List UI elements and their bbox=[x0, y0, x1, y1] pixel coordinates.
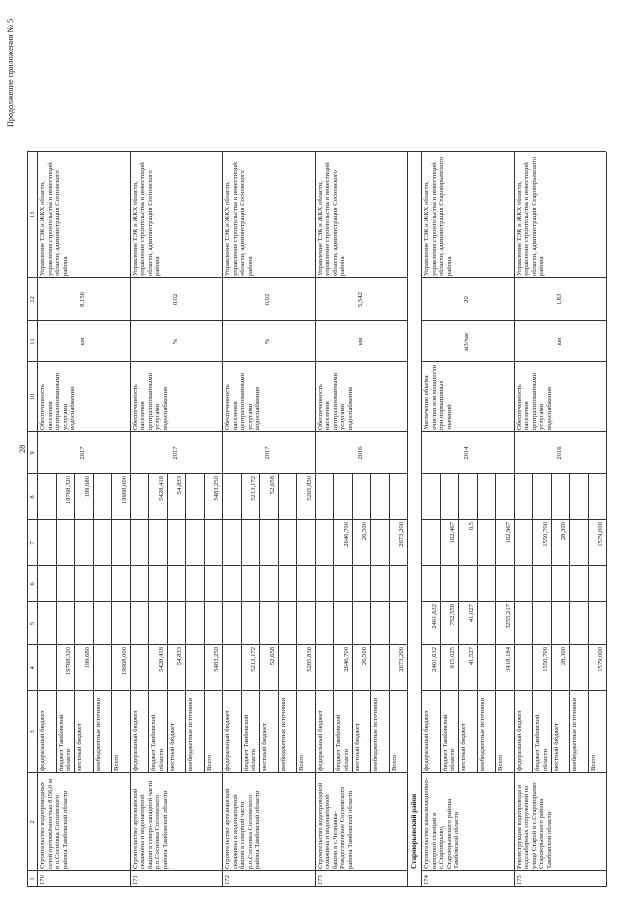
col-line bbox=[514, 151, 607, 152]
target-value: 0,02 bbox=[171, 293, 179, 306]
col-line bbox=[315, 151, 408, 152]
subrow-line bbox=[259, 474, 260, 773]
amount-c4: 28,300 bbox=[560, 647, 567, 666]
col-line bbox=[315, 772, 408, 773]
year: 2017 bbox=[264, 446, 272, 460]
target-value: 8,156 bbox=[79, 292, 87, 307]
amount-c5: 41,027 bbox=[467, 604, 475, 623]
col-line bbox=[37, 565, 130, 566]
amount-c8: 5213,172 bbox=[250, 476, 257, 501]
section-right-border bbox=[407, 151, 421, 152]
amount-c8: 19968,000 bbox=[120, 476, 128, 505]
unit: км bbox=[356, 337, 364, 346]
col-line bbox=[222, 601, 315, 602]
funding-source: местный бюджет bbox=[261, 723, 268, 771]
header-col-line bbox=[27, 772, 37, 773]
funding-source: внебюджетные источники bbox=[279, 697, 287, 771]
funding-source: бюджет Тамбовской области bbox=[150, 712, 165, 771]
unit: км bbox=[79, 337, 87, 346]
subrow-line bbox=[458, 474, 459, 773]
header-col-line bbox=[27, 886, 37, 887]
col-line bbox=[514, 601, 607, 602]
subrow-line bbox=[588, 474, 589, 773]
col-line bbox=[130, 565, 223, 566]
target-value: 5,542 bbox=[356, 292, 364, 307]
amount-c8: 54,833 bbox=[176, 476, 183, 495]
amount-c4: 5213,172 bbox=[250, 647, 257, 672]
funding-source: Всего bbox=[298, 754, 305, 771]
header-col-line bbox=[27, 644, 37, 645]
unit: км bbox=[555, 337, 563, 346]
subrow-line bbox=[495, 474, 496, 773]
amount-c4: 5265,830 bbox=[305, 647, 313, 672]
subrow-line bbox=[185, 474, 186, 773]
amount-c7: 162,967 bbox=[504, 522, 512, 544]
year: 2016 bbox=[356, 446, 364, 460]
header-col-5: 5 bbox=[28, 621, 36, 626]
col-line bbox=[130, 886, 223, 887]
executor: Управление ТЭК и ЖКХ области, управление строительства и инвестиций области, администрация Сосновского района bbox=[316, 160, 347, 276]
amount-c5: 3255,217 bbox=[504, 604, 512, 629]
funding-source: Всего bbox=[205, 754, 213, 771]
subrow-line bbox=[241, 474, 242, 773]
executor: Управление ТЭК и ЖКХ области, управление строительства и инвестиций области, администрация Староюрьевского района bbox=[515, 155, 546, 276]
col-line bbox=[514, 519, 607, 520]
header-col-line bbox=[27, 690, 37, 691]
funding-source: федеральный бюджет bbox=[39, 710, 46, 771]
subrow-line bbox=[278, 474, 279, 773]
unit: % bbox=[171, 338, 179, 345]
subrow-line bbox=[296, 474, 297, 773]
funding-source: Всего bbox=[390, 754, 398, 771]
subrow-line bbox=[389, 474, 390, 773]
amount-c4: 1550,700 bbox=[541, 647, 549, 672]
header-col-7: 7 bbox=[28, 541, 36, 545]
header-col-8: 8 bbox=[28, 495, 36, 499]
funding-source: внебюджетные источники bbox=[187, 697, 194, 771]
unit: % bbox=[264, 338, 272, 345]
indicator: Обеспеченность населения централизованными услугами водоснабжения bbox=[131, 371, 169, 430]
col-line bbox=[421, 870, 514, 871]
amount-c4: 3418,184 bbox=[504, 647, 512, 672]
funding-source: бюджет Тамбовской области bbox=[441, 712, 457, 771]
header-col-2: 2 bbox=[28, 820, 36, 824]
year: 2017 bbox=[79, 446, 87, 460]
subrow-line bbox=[111, 474, 112, 773]
target-value: 0,02 bbox=[264, 293, 272, 306]
col-line bbox=[514, 886, 607, 887]
amount-c8: 5265,830 bbox=[305, 476, 313, 501]
row-number: 170 bbox=[39, 875, 46, 885]
col-line bbox=[222, 772, 315, 773]
header-col-line bbox=[27, 565, 37, 566]
row-bottom-border bbox=[407, 152, 408, 887]
header-col-10: 10 bbox=[28, 393, 36, 401]
header-col-line bbox=[27, 870, 37, 871]
col-line bbox=[421, 519, 514, 520]
amount-c4: 915,025 bbox=[449, 647, 456, 669]
col-line bbox=[37, 772, 130, 773]
amount-c4: 5483,250 bbox=[213, 647, 220, 672]
row-number: 175 bbox=[515, 875, 523, 885]
funding-source: бюджет Тамбовской области bbox=[335, 712, 350, 771]
amount-c7: 1579,000 bbox=[597, 522, 604, 547]
funding-source: внебюджетные источники bbox=[94, 697, 102, 771]
header-col-line bbox=[27, 277, 37, 278]
funding-source: Всего bbox=[497, 754, 504, 771]
col-line bbox=[514, 644, 607, 645]
object-name: Реконструкция водопровода и водозаборных сооружений по улице Старой в с.Староюрьево Староюрьевского района Тамбовской области bbox=[515, 780, 553, 869]
col-line bbox=[222, 565, 315, 566]
executor: Управление ТЭК и ЖКХ области, управление строительства и инвестиций области, администрация Сосновского района bbox=[131, 160, 162, 276]
amount-c4: 26,500 bbox=[361, 647, 368, 666]
target-value: 20 bbox=[463, 296, 471, 303]
col-line bbox=[130, 870, 223, 871]
funding-source: местный бюджет bbox=[552, 723, 560, 771]
subrow-line bbox=[551, 474, 552, 773]
amount-c7: 2673,200 bbox=[398, 522, 405, 547]
target-value: 1,83 bbox=[555, 293, 563, 306]
executor: Управление ТЭК и ЖКХ области, управление строительства и инвестиций области, администрация Сосновского района bbox=[39, 160, 69, 276]
funding-source: бюджет Тамбовской области bbox=[534, 712, 549, 771]
funding-source: федеральный бюджет bbox=[224, 710, 231, 771]
col-line bbox=[514, 870, 607, 871]
header-col-3: 3 bbox=[28, 730, 36, 734]
executor: Управление ТЭК и ЖКХ области, управление строительства и инвестиций области, администрация Староюрьевского района bbox=[423, 155, 453, 276]
col-line bbox=[315, 870, 408, 871]
indicator: Обеспеченность населения централизованными услугами водоснабжения bbox=[39, 371, 77, 430]
funding-source: федеральный бюджет bbox=[316, 710, 324, 771]
object-name: Строительство водопроводных сетей протяжённостью 8156,0 м в п.Сосновка Сосновского района Тамбовской области bbox=[39, 777, 69, 869]
amount-c4: 2646,700 bbox=[342, 647, 350, 672]
col-line bbox=[222, 151, 315, 152]
row-number: 172 bbox=[224, 875, 231, 885]
funding-source: бюджет Тамбовской области bbox=[242, 712, 258, 771]
amount-c7: 2646,700 bbox=[342, 522, 350, 547]
subrow-line bbox=[532, 474, 533, 773]
col-line bbox=[37, 870, 130, 871]
col-line bbox=[315, 519, 408, 520]
funding-source: бюджет Тамбовской области bbox=[57, 712, 73, 771]
header-col-line bbox=[27, 431, 37, 432]
amount-c4: 19768,320 bbox=[65, 647, 72, 676]
amount-c7: 1550,700 bbox=[541, 522, 549, 547]
col-line bbox=[37, 601, 130, 602]
amount-c4: 1579,000 bbox=[597, 647, 604, 672]
col-line bbox=[222, 644, 315, 645]
unit: м3/час bbox=[463, 332, 471, 351]
object-name: Строительство артезианской скважины и водонапорной башни в северо-западной части р.п.Сосновка Сосновского района Тамбовской области bbox=[131, 778, 169, 869]
amount-c8: 5428,418 bbox=[157, 476, 165, 501]
year: 2017 bbox=[171, 446, 179, 460]
header-col-13: 13 bbox=[28, 211, 36, 219]
subrow-line bbox=[370, 474, 371, 773]
col-line bbox=[222, 870, 315, 871]
amount-c4: 2673,200 bbox=[398, 647, 405, 672]
page-number: 28 bbox=[18, 444, 27, 453]
col-line bbox=[514, 772, 607, 773]
col-line bbox=[130, 772, 223, 773]
amount-c4: 54,833 bbox=[176, 647, 183, 666]
col-line bbox=[130, 644, 223, 645]
amount-c7: 162,467 bbox=[449, 522, 456, 544]
indicator: Обеспеченность населения централизованными услугами водоснабжения bbox=[316, 371, 354, 430]
indicator: Увеличение объема очистки или мощности при нормативных значений bbox=[423, 363, 453, 430]
col-line bbox=[315, 601, 408, 602]
amount-c7: 26,500 bbox=[361, 522, 368, 541]
continuation-note: Продолжение приложения № 5 bbox=[6, 18, 15, 127]
row-bottom-border bbox=[606, 152, 607, 887]
header-col-line bbox=[27, 473, 37, 474]
amount-c4: 199,680 bbox=[83, 647, 91, 669]
subrow-line bbox=[74, 474, 75, 773]
header-col-line bbox=[27, 519, 37, 520]
header-col-6: 6 bbox=[28, 582, 36, 586]
subrow-line bbox=[93, 474, 94, 773]
subrow-line bbox=[204, 474, 205, 773]
object-name: Строительство канализационно-напорной станции в с.Староюрьево, Староюрьевского района Тамбовской области bbox=[423, 777, 461, 869]
funding-source: федеральный бюджет bbox=[131, 710, 139, 771]
col-line bbox=[421, 772, 514, 773]
col-line bbox=[315, 886, 408, 887]
amount-c4: 41,527 bbox=[467, 647, 475, 666]
row-number: 173 bbox=[316, 875, 324, 885]
col-line bbox=[37, 151, 130, 152]
subrow-line bbox=[148, 474, 149, 773]
amount-c4: 2461,632 bbox=[430, 647, 438, 672]
funding-source: местный бюджет bbox=[168, 723, 176, 771]
funding-source: внебюджетные источники bbox=[571, 697, 578, 771]
indicator: Обеспеченность населения централизованными услугами водоснабжения bbox=[224, 371, 262, 430]
col-line bbox=[37, 886, 130, 887]
col-line bbox=[130, 601, 223, 602]
subrow-line bbox=[477, 474, 478, 773]
header-col-11: 11 bbox=[28, 338, 36, 345]
subrow-line bbox=[333, 474, 334, 773]
amount-c4: 52,658 bbox=[268, 647, 276, 666]
amount-c5: 2461,632 bbox=[430, 604, 438, 629]
col-line bbox=[421, 151, 514, 152]
funding-source: Всего bbox=[589, 754, 597, 771]
col-line bbox=[315, 644, 408, 645]
amount-c4: 19968,000 bbox=[120, 647, 128, 676]
year: 2016 bbox=[555, 446, 563, 460]
amount-c7: 28,300 bbox=[560, 522, 567, 541]
header-col-12: 12 bbox=[28, 296, 36, 303]
header-col-line bbox=[27, 601, 37, 602]
amount-c4: 5428,418 bbox=[157, 647, 165, 672]
section-heading: Староюрьевский район bbox=[410, 793, 418, 869]
amount-c7: 0,5 bbox=[467, 522, 475, 531]
subrow-line bbox=[56, 474, 57, 773]
funding-source: местный бюджет bbox=[76, 723, 83, 771]
subrow-line bbox=[352, 474, 353, 773]
funding-source: Всего bbox=[113, 754, 120, 771]
header-col-line bbox=[27, 320, 37, 321]
amount-c8: 52,658 bbox=[268, 476, 276, 495]
funding-source: местный бюджет bbox=[460, 723, 467, 771]
funding-source: федеральный бюджет bbox=[423, 710, 430, 771]
amount-c8: 19768,320 bbox=[65, 476, 72, 505]
indicator: Обеспеченность населения централизованными услугами водоснабжения bbox=[515, 371, 553, 430]
funding-source: федеральный бюджет bbox=[515, 710, 523, 771]
col-line bbox=[421, 886, 514, 887]
year: 2014 bbox=[463, 446, 471, 460]
funding-source: местный бюджет bbox=[353, 723, 361, 771]
header-col-1: 1 bbox=[28, 877, 36, 881]
subrow-line bbox=[440, 474, 441, 773]
row-number: 171 bbox=[131, 875, 139, 885]
executor: Управление ТЭК и ЖКХ области, управление строительства и инвестиций области, администрация Сосновского района bbox=[224, 160, 254, 276]
col-line bbox=[130, 151, 223, 152]
object-name: Строительство артезианской скважины и водонапорной башни в северной части р.п.Сосновка Сосновского района Тамбовской области bbox=[224, 786, 262, 869]
header-col-4: 4 bbox=[28, 666, 36, 670]
row-number: 174 bbox=[423, 875, 430, 885]
header-col-9: 9 bbox=[28, 451, 36, 455]
amount-c8: 199,680 bbox=[83, 476, 91, 498]
amount-c5: 752,558 bbox=[449, 604, 456, 626]
col-line bbox=[37, 644, 130, 645]
funding-source: внебюджетные источники bbox=[478, 697, 486, 771]
col-line bbox=[222, 886, 315, 887]
header-col-line bbox=[27, 151, 37, 152]
section-left-border bbox=[407, 886, 421, 887]
funding-source: внебюджетные источники bbox=[372, 697, 379, 771]
subrow-line bbox=[569, 474, 570, 773]
col-line bbox=[421, 601, 514, 602]
object-name: Строительство водопроводной скважины и водонапорной башни в с.Челнавка-Рождественское Сосновского района Тамбовской области bbox=[316, 781, 354, 869]
header-col-line bbox=[27, 361, 37, 362]
amount-c8: 5483,250 bbox=[213, 476, 220, 501]
subrow-line bbox=[167, 474, 168, 773]
